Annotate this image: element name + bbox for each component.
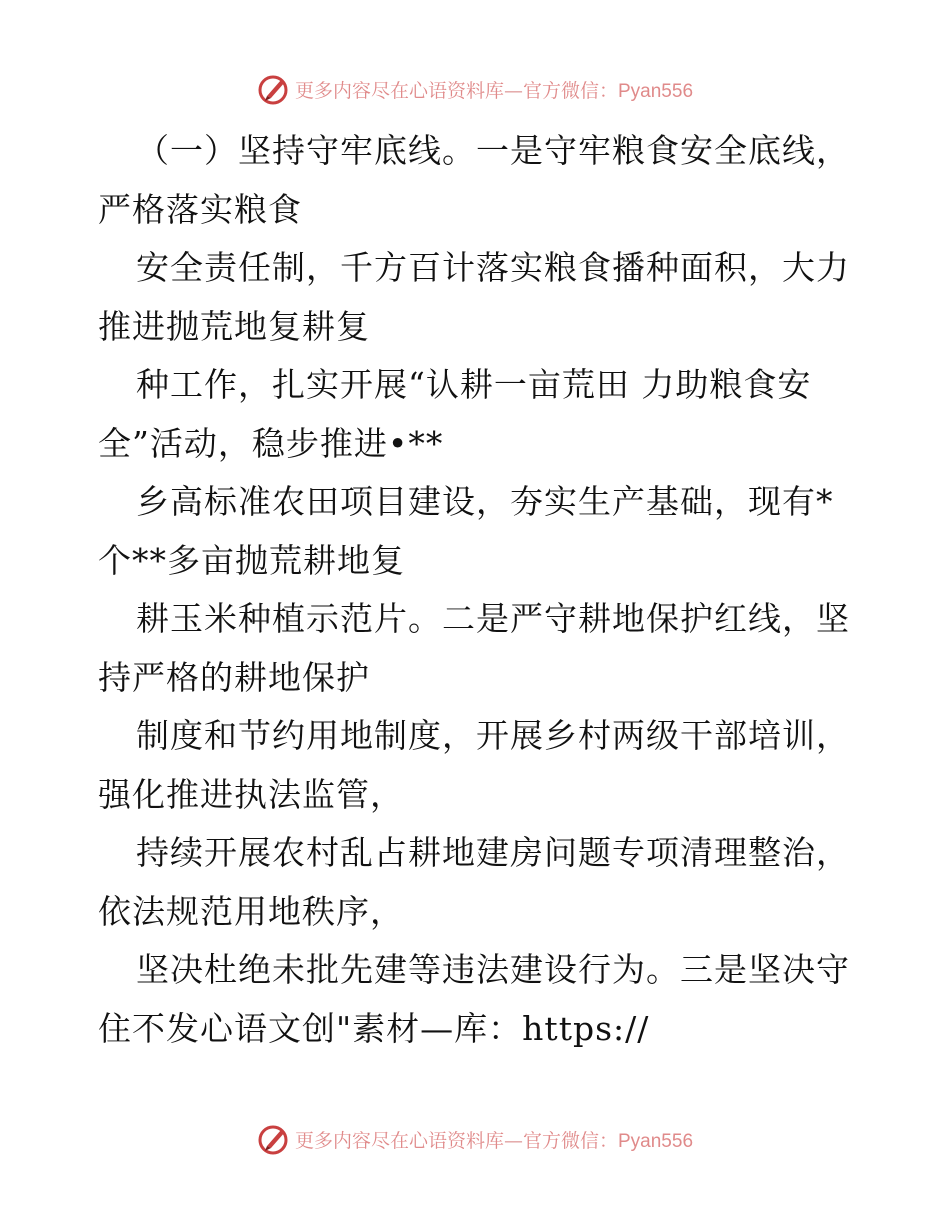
body-line: （一）坚持守牢底线。一是守牢粮食安全底线， <box>136 131 850 170</box>
body-line: 全”活动，稳步推进•** <box>98 423 444 463</box>
header-watermark <box>0 72 950 106</box>
body-line: 制度和节约用地制度，开展乡村两级干部培训， <box>136 716 850 755</box>
document-body <box>98 122 858 1058</box>
pen-logo-icon <box>257 72 291 106</box>
watermark-dash: — <box>503 79 523 102</box>
watermark-text <box>295 76 693 103</box>
body-line: 个**多亩抛荒耕地复 <box>98 540 405 580</box>
body-line: 严格落实粮食 <box>98 189 302 229</box>
body-line: 乡高标准农田项目建设，夯实生产基础，现有* <box>136 482 834 521</box>
watermark-official: 官方微信： <box>522 79 618 102</box>
watermark-cn: 更多内容尽在心语资料库 <box>294 79 504 102</box>
watermark-wechat-id: Pyan556 <box>618 1130 694 1152</box>
watermark-dash: — <box>503 1129 523 1152</box>
watermark-official: 官方微信： <box>522 1129 618 1152</box>
body-line: 耕玉米种植示范片。二是严守耕地保护红线，坚 <box>136 599 850 638</box>
body-line: 住不发心语文创"素材—库：https:// <box>98 1008 650 1048</box>
watermark-wechat-id: Pyan556 <box>618 80 694 102</box>
body-line: 持续开展农村乱占耕地建房问题专项清理整治， <box>136 833 850 872</box>
footer-watermark <box>0 1122 950 1156</box>
body-line: 坚决杜绝未批先建等违法建设行为。三是坚决守 <box>136 950 850 989</box>
body-line: 种工作，扎实开展“认耕一亩荒田 力助粮食安 <box>136 365 812 404</box>
pen-logo-icon <box>257 1122 291 1156</box>
body-line: 推进抛荒地复耕复 <box>98 306 370 346</box>
body-line: 安全责任制，千方百计落实粮食播种面积，大力 <box>136 248 850 287</box>
body-line: 持严格的耕地保护 <box>98 657 370 697</box>
watermark-cn: 更多内容尽在心语资料库 <box>294 1129 504 1152</box>
watermark-text <box>295 1126 693 1153</box>
body-line: 依法规范用地秩序， <box>98 891 404 931</box>
body-line: 强化推进执法监管， <box>98 774 404 814</box>
